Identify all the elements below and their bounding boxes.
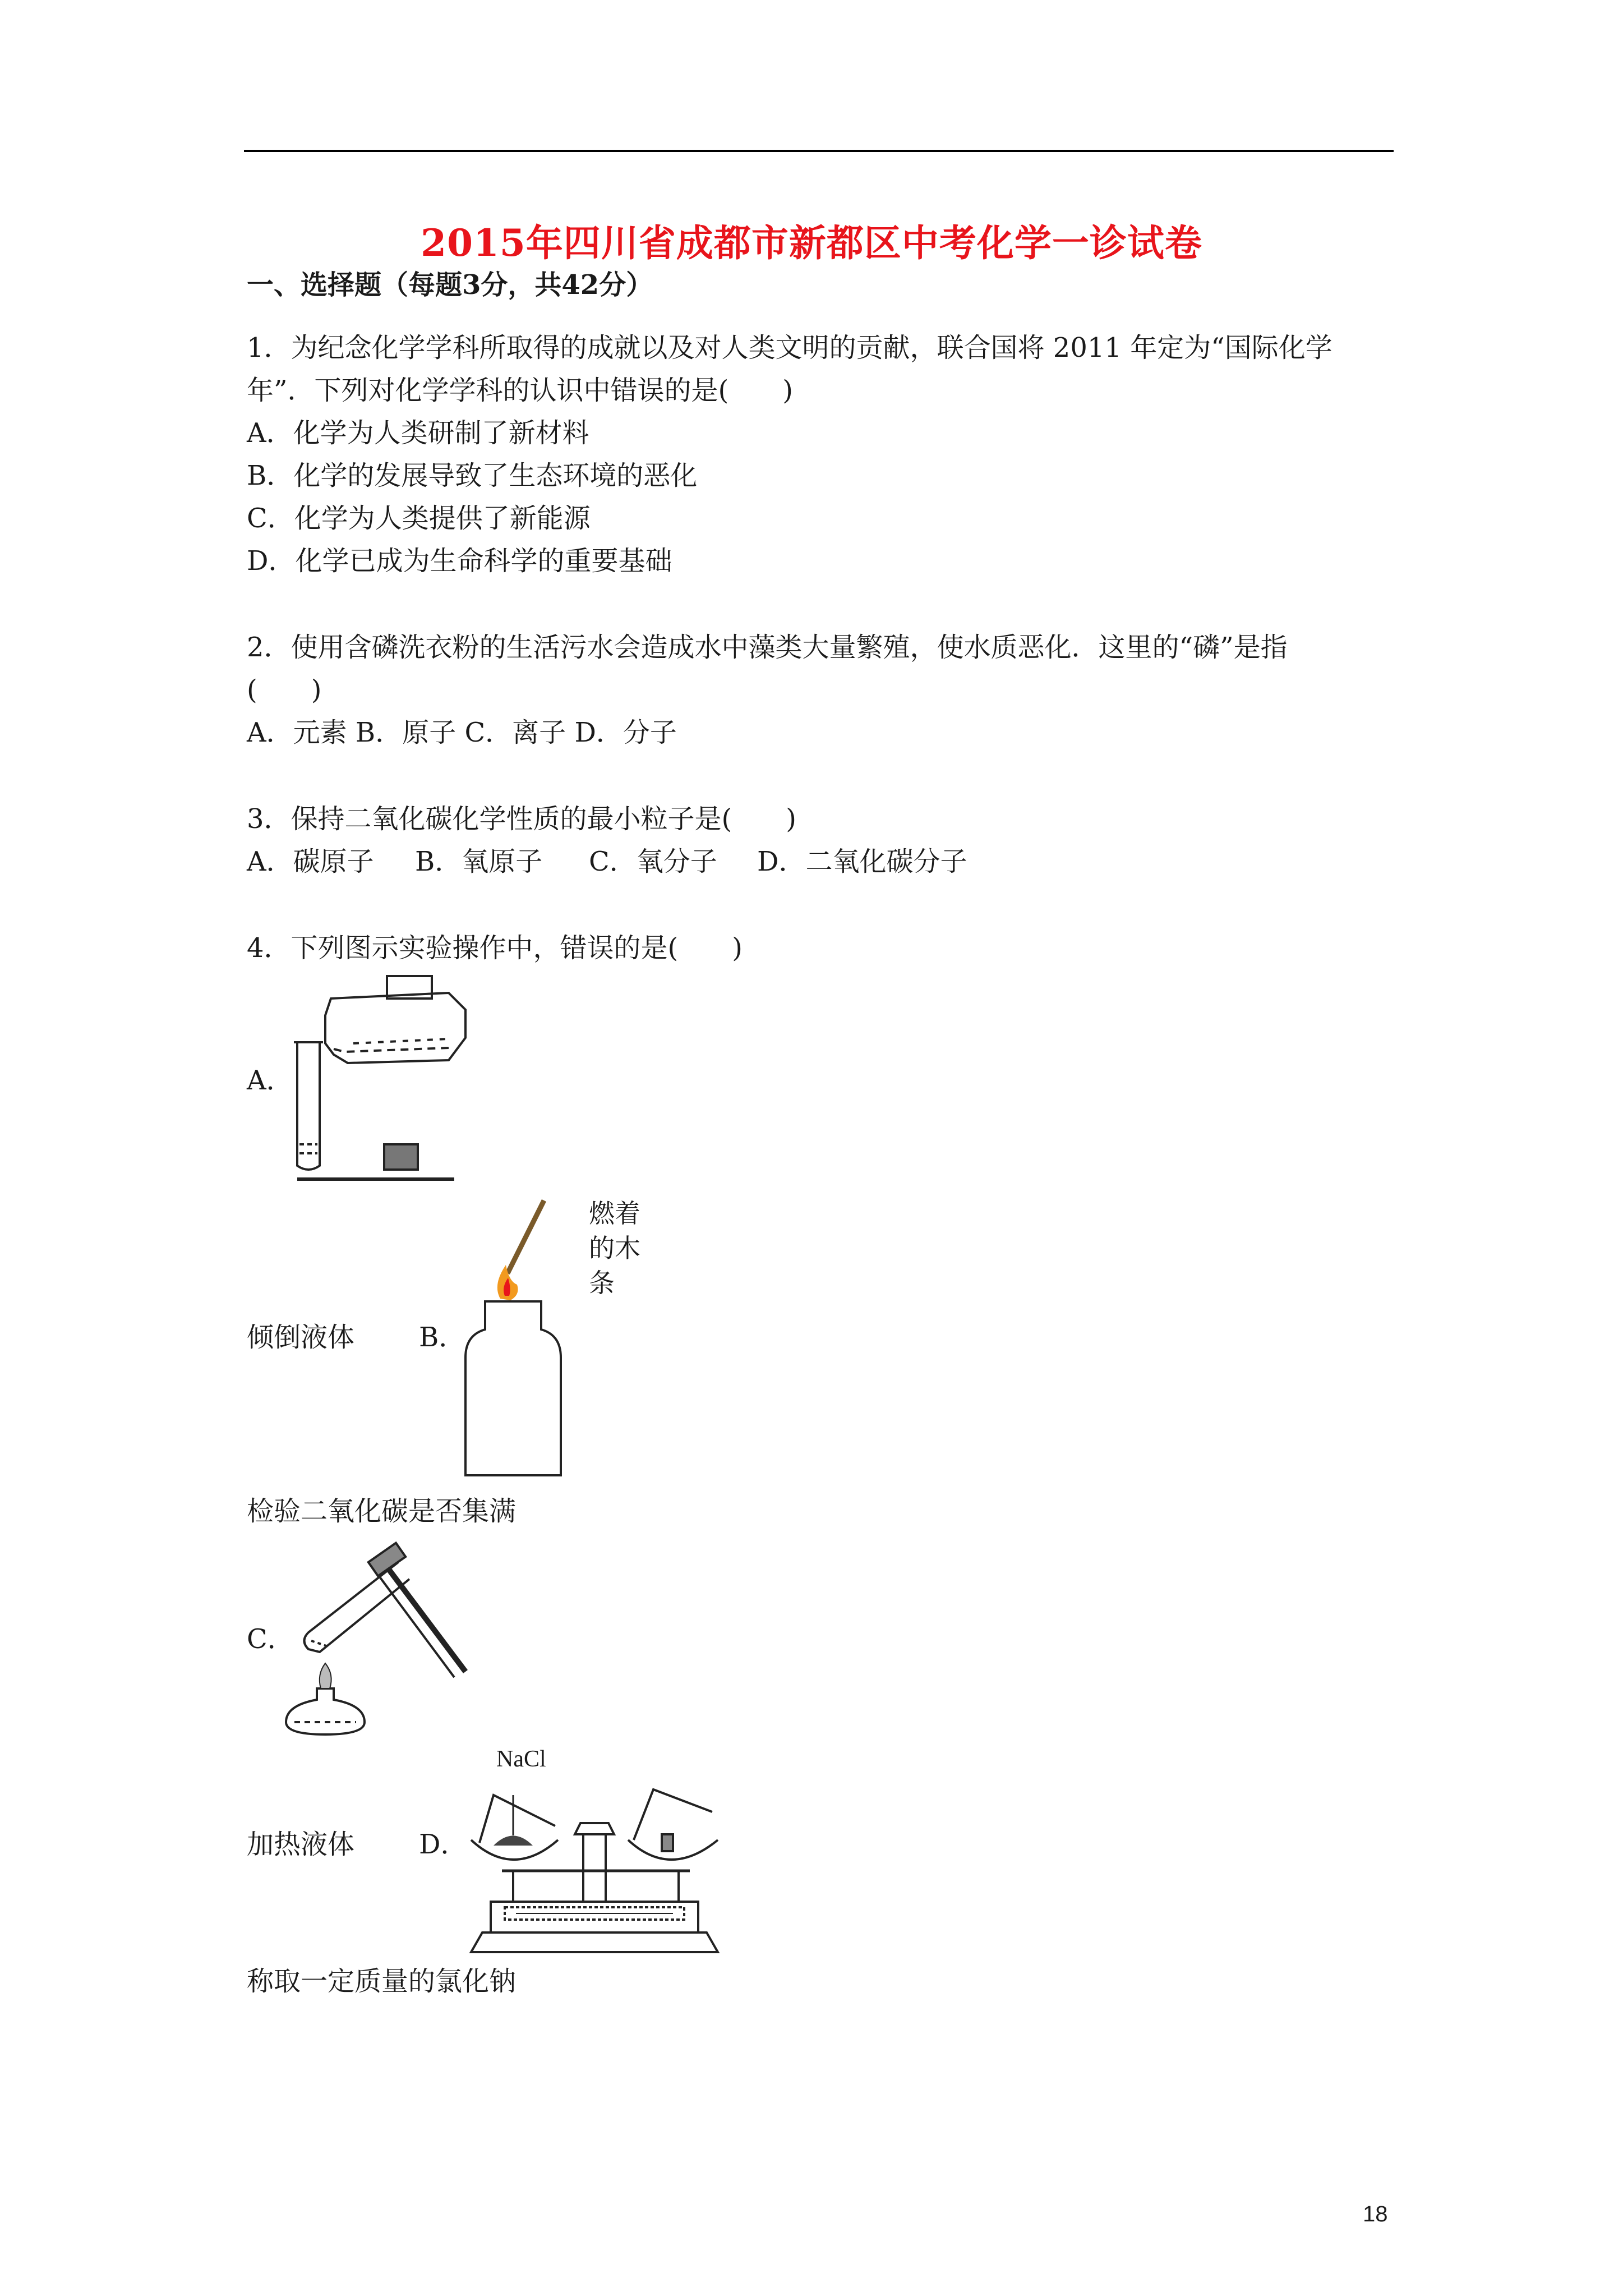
q1-option-a: A．化学为人类研制了新材料	[247, 417, 589, 449]
figure-b-text-2: 的木	[589, 1233, 640, 1263]
q1-option-b: B．化学的发展导致了生态环境的恶化	[247, 460, 698, 491]
q3-stem: 3．保持二氧化碳化学性质的最小粒子是( )	[247, 803, 796, 835]
q1-option-c: C．化学为人类提供了新能源	[247, 503, 591, 534]
q4-label-b: B．	[419, 1322, 466, 1353]
q4-label-a: A．	[247, 1065, 293, 1096]
q3-option-a: A．碳原子	[247, 846, 374, 877]
q1-option-d: D．化学已成为生命科学的重要基础	[247, 545, 672, 577]
q1-stem-line1: 1．为纪念化学学科所取得的成就以及对人类文明的贡献，联合国将 2011 年定为“国际化学	[247, 332, 1332, 364]
header-rule	[244, 150, 1394, 152]
q4-label-c: C．	[247, 1623, 294, 1655]
figure-d-label: NaCl	[496, 1746, 546, 1772]
q3-option-c: C．氧分子	[589, 846, 717, 877]
q2-stem-line2: ( )	[247, 674, 322, 706]
q4-caption-a: 倾倒液体	[247, 1322, 355, 1353]
page-number: 18	[1363, 2202, 1388, 2226]
q2-options: A．元素 B．原子 C．离子 D．分子	[247, 717, 677, 748]
q3-options	[247, 844, 967, 880]
figure-balance-nacl	[460, 1773, 729, 1958]
q3-option-d: D．二氧化碳分子	[757, 846, 967, 877]
q4-stem: 4．下列图示实验操作中，错误的是( )	[247, 932, 743, 964]
figure-pouring-liquid	[280, 976, 471, 1184]
q3-option-b: B．氧原子	[415, 846, 543, 877]
q2-stem-line1: 2．使用含磷洗衣粉的生活污水会造成水中藻类大量繁殖，使水质恶化．这里的“磷”是指	[247, 632, 1288, 663]
q1-stem-line2: 年”．下列对化学学科的认识中错误的是( )	[247, 375, 793, 406]
figure-heating-liquid	[286, 1537, 488, 1739]
figure-b-text-3: 条	[589, 1268, 615, 1298]
section-heading: 一、选择题（每题3分，共42分）	[247, 269, 653, 301]
figure-b-text-1: 燃着	[589, 1198, 640, 1228]
q4-caption-d: 称取一定质量的氯化钠	[247, 1966, 517, 1997]
page-title: 2015年四川省成都市新都区中考化学一诊试卷	[421, 221, 1202, 265]
q4-caption-c: 加热液体	[247, 1829, 355, 1860]
lamp-flame-icon	[320, 1663, 331, 1688]
figure-b-callout	[589, 1196, 640, 1300]
q4-label-d: D．	[419, 1829, 468, 1860]
q4-caption-b: 检验二氧化碳是否集满	[247, 1496, 517, 1527]
